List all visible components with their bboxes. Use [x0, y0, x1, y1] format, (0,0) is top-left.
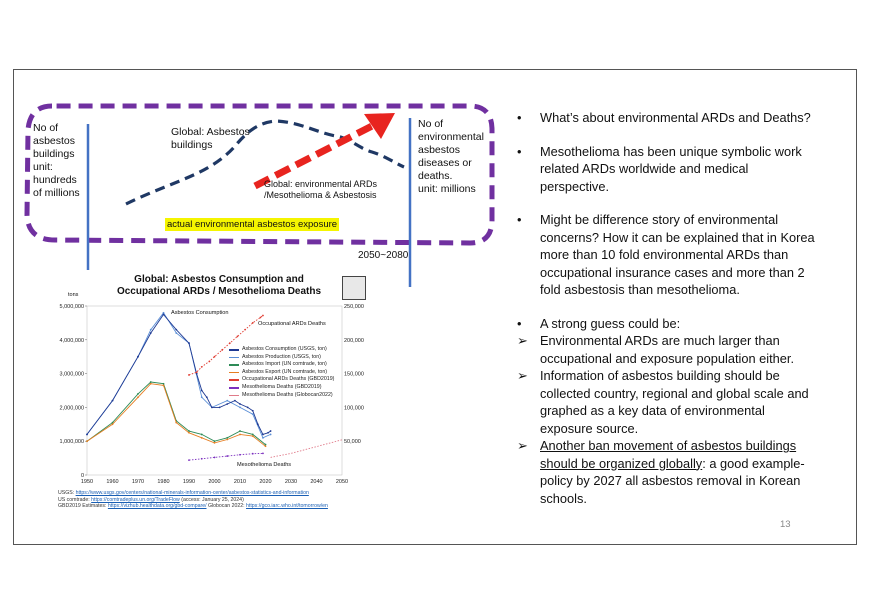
source-comtrade-access: (access: January 25, 2024) [179, 496, 244, 503]
sub-bullet-3-underlined: Another ban movement of asbestos buildings should be organized globally [540, 438, 797, 471]
series-export-point [137, 396, 139, 398]
x-tick-label: 1960 [106, 479, 119, 485]
series-mesothelioma-gbd-point [214, 457, 216, 459]
series-occupational-deaths-point [196, 371, 198, 373]
x-tick-label: 1950 [80, 479, 94, 485]
source-usgs [58, 490, 383, 497]
series-production-point [163, 312, 165, 314]
legend-item [229, 376, 369, 384]
series-occupational-deaths-point [237, 336, 239, 338]
environmental-curve-label: Global: environmental ARDs /Mesothelioma & Asbestosis [264, 179, 378, 200]
legend-label: Asbestos Import (UN comtrade, ton) [242, 361, 327, 368]
series-export-point [226, 439, 228, 441]
bullet-3 [517, 211, 817, 299]
series-consumption-point [163, 314, 165, 316]
series-production-point [262, 437, 264, 439]
sub-bullet-3-text: : a good example-policy by 2027 all asbestos removal in Korean schools. [540, 455, 805, 506]
series-export-point [188, 432, 190, 434]
annotation-meso: Mesothelioma Deaths [237, 462, 292, 468]
legend-label: Asbestos Consumption (USGS, ton) [242, 346, 327, 352]
series-export-point [150, 383, 152, 385]
series-consumption-point [252, 410, 254, 412]
series-mesothelioma-gbd-point [262, 452, 264, 454]
legend [229, 346, 369, 399]
series-import-point [188, 430, 190, 432]
exposure-label [165, 219, 339, 231]
arrow-bullet-icon: ➢ [517, 333, 528, 348]
series-consumption-point [137, 356, 139, 358]
x-tick-label: 2020 [259, 479, 272, 485]
x-tick-label: 2010 [233, 479, 247, 485]
series-consumption-point [219, 407, 221, 409]
source-gbd-prefix: GBD2019 Estimates: [58, 503, 108, 510]
annotation-consumption: Asbestos Consumption [171, 310, 229, 316]
right-tick-label: 150,000 [344, 371, 364, 378]
series-export-point [112, 423, 114, 425]
sub-bullet-3 [517, 437, 817, 507]
legend-swatch [229, 364, 239, 366]
series-occupational-deaths-point [221, 349, 223, 351]
x-tick-label: 2050 [335, 479, 349, 485]
series-occupational-deaths-point [252, 322, 254, 324]
legend-swatch [229, 387, 239, 389]
legend-swatch [229, 372, 239, 374]
right-tick-label: 100,000 [344, 405, 364, 412]
annotation-occupational: Occupational ARDs Deaths [258, 321, 326, 327]
chart-title-line2: Occupational ARDs / Mesothelioma Deaths [116, 285, 322, 297]
legend-item [229, 392, 369, 400]
sub-bullet-2 [517, 367, 817, 437]
x-tick-label: 2030 [284, 479, 298, 485]
series-production-point [239, 407, 241, 409]
series-production-point [201, 396, 203, 398]
series-consumption-point [247, 407, 249, 409]
series-export-point [201, 437, 203, 439]
bullet-2 [517, 143, 817, 196]
x-tick-label: 1990 [182, 479, 196, 485]
series-import-point [137, 393, 139, 395]
x-tick-label: 1980 [157, 479, 170, 485]
series-import-point [252, 434, 254, 436]
series-consumption-point [270, 430, 272, 432]
left-unit-label: tons [68, 292, 79, 298]
series-consumption-point [239, 403, 241, 405]
sub-bullet-1-text: Environmental ARDs are much larger than occupational and exposure population either. [540, 333, 794, 366]
legend-item [229, 384, 369, 392]
legend-label: Asbestos Production (USGS, ton) [242, 353, 321, 360]
bullet-1-text: What’s about environmental ARDs and Deaths? [540, 110, 811, 125]
bullet-dot: • [517, 110, 522, 125]
bullet-2-text: Mesothelioma has been unique symbolic work related ARDs worldwide and medical perspective. [540, 143, 802, 194]
series-import-point [150, 381, 152, 383]
series-occupational-deaths-point [229, 342, 231, 344]
buildings-curve-label: Global: Asbestos buildings [171, 126, 250, 151]
series-mesothelioma-gbd [189, 453, 263, 460]
legend-swatch [229, 395, 239, 397]
left-tick-label: 4,000,000 [59, 337, 84, 344]
right-tick-label: 250,000 [344, 304, 364, 310]
series-occupational-deaths-point [262, 315, 264, 317]
series-consumption-point [257, 423, 259, 425]
exposure-highlight: actual environmental asbestos exposure [167, 219, 338, 230]
x-tick-label: 1970 [131, 479, 145, 485]
bullet-4-text: A strong guess could be: [540, 315, 681, 331]
series-import-point [239, 430, 241, 432]
bullet-dot: • [517, 212, 522, 227]
left-tick-label: 3,000,000 [59, 371, 84, 378]
series-import-point [201, 434, 203, 436]
series-mesothelioma-gbd-point [201, 458, 203, 460]
series-consumption-point [150, 332, 152, 334]
series-export-point [214, 442, 216, 444]
arrow-bullet-icon: ➢ [517, 368, 528, 383]
bullet-3-text: Might be difference story of environmental concerns? How it can be explained that in Korea more than 10 fold environmental ARDs than occupational insurance cases and more than 2 fold asbestosis than mesothelioma. [540, 212, 815, 297]
series-import-point [265, 444, 267, 446]
series-export-point [163, 385, 165, 387]
series-consumption-point [234, 400, 236, 402]
series-import-point [226, 437, 228, 439]
series-production-point [150, 329, 152, 331]
legend-swatch [229, 349, 239, 351]
source-gbd [58, 503, 383, 510]
left-tick-label: 5,000,000 [59, 304, 84, 310]
series-export-point [175, 422, 177, 424]
slide-number: 13 [780, 519, 791, 530]
series-consumption-point [267, 432, 269, 434]
sub-bullet-2-text: Information of asbestos building should be collected country, regional and global scale and graphed as a key data of environmental exposure source. [540, 368, 809, 436]
series-occupational-deaths-point [209, 361, 211, 363]
series-export-point [265, 445, 267, 447]
series-occupational-deaths-point [244, 329, 246, 331]
x-tick-label: 2000 [208, 479, 221, 485]
series-consumption-point [175, 329, 177, 331]
legend-label: Asbestos Export (UN comtrade, ton) [242, 368, 328, 375]
source-comtrade-link[interactable]: https://comtradeplus.un.org/TradeFlow [91, 496, 180, 503]
series-export-point [86, 440, 88, 442]
left-tick-label: 1,000,000 [59, 439, 84, 446]
legend-swatch [229, 357, 239, 359]
series-mesothelioma-gbd-point [188, 459, 190, 461]
series-consumption-point [262, 434, 264, 436]
x-tick-label: 2040 [310, 479, 323, 485]
series-mesothelioma-gbd-point [252, 453, 254, 455]
chart-sources [58, 490, 383, 510]
legend-item [229, 346, 369, 354]
series-production-point [270, 434, 272, 436]
bullet-4 [517, 315, 817, 333]
series-consumption-point [112, 400, 114, 402]
series-mesothelioma-gbd-point [239, 454, 241, 456]
environmental-arrow-shaft [255, 126, 372, 186]
series-import-point [214, 440, 216, 442]
arrow-bullet-icon: ➢ [517, 438, 528, 453]
series-consumption-point [211, 407, 213, 409]
right-tick-label: 50,000 [344, 439, 361, 446]
left-tick-label: 2,000,000 [59, 405, 84, 412]
series-consumption-point [86, 434, 88, 436]
legend-item [229, 354, 369, 362]
series-mesothelioma-globocan [271, 440, 342, 458]
source-gbd-link[interactable]: https://vizhub.healthdata.org/gbd-compare/ [107, 503, 207, 510]
legend-label: Mesothelioma Deaths (GBD2019) [242, 383, 322, 390]
bullet-list [517, 109, 817, 507]
bullet-dot: • [517, 143, 522, 159]
source-usgs-link[interactable]: https://www.usgs.gov/centers/national-minerals-information-center/asbestos-statistics-and-information [75, 490, 309, 496]
bullet-dot: • [517, 315, 522, 331]
series-export-point [252, 435, 254, 437]
series-consumption-point [201, 390, 203, 392]
series-occupational-deaths-point [188, 374, 190, 376]
series-consumption-point [188, 342, 190, 344]
legend-label: Occupational ARDs Deaths (GBD2019) [242, 376, 335, 383]
series-occupational-deaths-point [260, 317, 262, 319]
left-axis-label: No of asbestos buildings unit: hundreds of millions [33, 122, 80, 199]
right-tick-label: 200,000 [344, 337, 364, 344]
bullet-1 [517, 109, 817, 127]
left-tick-label: 0 [80, 473, 84, 479]
legend-item [229, 369, 369, 377]
source-comtrade-prefix: US comtrade: [58, 496, 92, 503]
series-consumption-point [206, 396, 208, 398]
series-production-point [226, 400, 228, 402]
chart-title-line1: Global: Asbestos Consumption and [134, 274, 304, 285]
series-occupational-deaths-point [214, 356, 216, 358]
years-label: 2050~2080 [358, 250, 409, 261]
source-comtrade [58, 497, 383, 504]
right-axis-label: No of environmental asbestos diseases or deaths. unit: millions [418, 118, 484, 195]
legend-swatch [229, 379, 239, 381]
embedded-chart [54, 270, 384, 515]
legend-item [229, 361, 369, 369]
series-mesothelioma-gbd-point [226, 455, 228, 457]
series-export-point [239, 434, 241, 436]
legend-label: Mesothelioma Deaths (Globocan2022) [242, 391, 333, 398]
sub-bullet-1 [517, 332, 817, 367]
source-usgs-prefix: USGS: [58, 490, 76, 496]
series-occupational-deaths-point [201, 366, 203, 368]
series-import-point [163, 383, 165, 385]
series-consumption-point [226, 403, 228, 405]
series-production-point [175, 332, 177, 334]
source-globocan-prefix: Globocan 2022: [206, 503, 247, 510]
source-globocan-link[interactable]: https://gco.iarc.who.int/tomorrow/en [246, 503, 328, 510]
